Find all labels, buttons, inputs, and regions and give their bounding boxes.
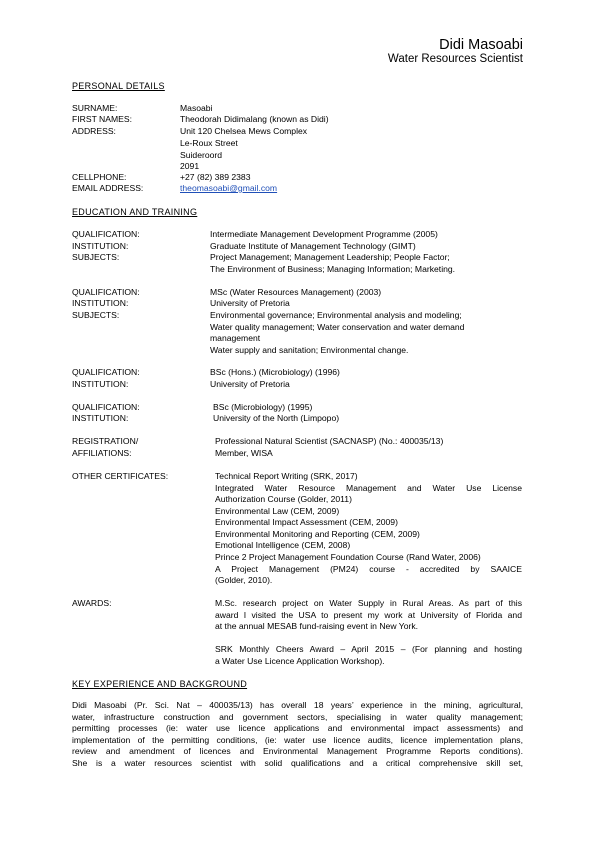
section-education: EDUCATION AND TRAINING (72, 207, 198, 217)
certificate-item: Prince 2 Project Management Foundation Course (Rand Water, 2006) (215, 552, 481, 562)
subjects-label: SUBJECTS: (72, 252, 120, 262)
certificate-item: (Golder, 2010). (215, 575, 273, 585)
subjects-line: Water supply and sanitation; Environmental change. (210, 345, 409, 355)
subjects-line: management (210, 333, 261, 343)
address-line: Suideroord (180, 150, 223, 160)
subjects-line: The Environment of Business; Managing Information; Marketing. (210, 264, 456, 274)
qualification-label: QUALIFICATION: (72, 229, 140, 239)
email-link[interactable]: theomasoabi@gmail.com (180, 183, 278, 193)
first-names-label: FIRST NAMES: (72, 114, 133, 124)
paragraph-line: She is a water resources scientist with solid qualifications and a critical comprehensive skill set, (72, 757, 523, 768)
subjects-line: Water quality management; Water conservation and water demand (210, 322, 465, 332)
paragraph-line: review and amendment of licences and Environmental Management Programme Reports conditions). (72, 746, 523, 757)
section-personal-details: PERSONAL DETAILS (72, 81, 165, 91)
award-line: a Water Use Licence Application Workshop). (215, 656, 385, 666)
certificate-item: Environmental Impact Assessment (CEM, 2009) (215, 517, 398, 527)
address-line: Unit 120 Chelsea Mews Complex (180, 126, 308, 136)
first-names-value: Theodorah Didimalang (known as Didi) (180, 114, 329, 124)
institution-label: INSTITUTION: (72, 413, 129, 423)
section-key-experience: KEY EXPERIENCE AND BACKGROUND (72, 679, 248, 689)
institution-value: Graduate Institute of Management Technology (GIMT) (210, 241, 416, 251)
certificate-item: Environmental Monitoring and Reporting (CEM, 2009) (215, 529, 420, 539)
qualification-value: BSc (Microbiology) (1995) (213, 402, 313, 412)
paragraph-line: Didi Masoabi (Pr. Sci. Nat – 400035/13) has overall 18 years’ experience in the mining, agricultural, (72, 700, 523, 710)
surname-label: SURNAME: (72, 103, 118, 113)
paragraph-line: implementation of the permitting conditions, (ie: water use licence audits, licence implementation plans, (72, 734, 523, 745)
subjects-line: Environmental governance; Environmental analysis and modeling; (210, 310, 462, 320)
registration-value: Professional Natural Scientist (SACNASP) (No.: 400035/13) (215, 436, 444, 446)
qualification-value: Intermediate Management Development Programme (2005) (210, 229, 438, 239)
award-line: SRK Monthly Cheers Award – April 2015 – (For planning and hosting (215, 644, 522, 654)
certificate-item: Environmental Law (CEM, 2009) (215, 506, 340, 516)
award-line: at the annual MESAB fund-raising event in New York. (215, 621, 419, 631)
certificate-item: Technical Report Writing (SRK, 2017) (215, 471, 358, 481)
surname-value: Masoabi (180, 103, 213, 113)
experience-paragraph (72, 700, 523, 770)
other-certificates-label: OTHER CERTIFICATES: (72, 471, 169, 481)
institution-value: University of Pretoria (210, 379, 290, 389)
subjects-label: SUBJECTS: (72, 310, 120, 320)
qualification-value: BSc (Hons.) (Microbiology) (1996) (210, 367, 340, 377)
certificate-item: Integrated Water Resource Management and Water Use License (215, 483, 522, 493)
certificate-item: A Project Management (PM24) course - accredited by SAAICE (215, 564, 522, 574)
certificate-item: Authorization Course (Golder, 2011) (215, 494, 352, 504)
candidate-name: Didi Masoabi (439, 37, 523, 53)
address-line: Le-Roux Street (180, 138, 238, 148)
award-line: M.Sc. research project on Water Supply in Rural Areas. As part of this (215, 598, 522, 608)
registration-label: REGISTRATION/ (72, 436, 139, 446)
email-label: EMAIL ADDRESS: (72, 183, 144, 193)
paragraph-line: permitting processes (ie: water use licence applications and environmental impact assessments) and (72, 723, 523, 734)
paragraph-line: water, infrastructure construction and government sectors, specialising in water quality management; (72, 711, 523, 722)
affiliations-value: Member, WISA (215, 448, 273, 458)
awards-label: AWARDS: (72, 598, 112, 608)
subjects-line: Project Management; Management Leadership; People Factor; (210, 252, 450, 262)
candidate-role: Water Resources Scientist (387, 53, 523, 65)
qualification-label: QUALIFICATION: (72, 287, 140, 297)
qualification-label: QUALIFICATION: (72, 402, 140, 412)
institution-label: INSTITUTION: (72, 379, 129, 389)
qualification-value: MSc (Water Resources Management) (2003) (210, 287, 382, 297)
certificate-item: Emotional Intelligence (CEM, 2008) (215, 540, 351, 550)
qualification-label: QUALIFICATION: (72, 367, 140, 377)
address-label: ADDRESS: (72, 126, 116, 136)
cellphone-label: CELLPHONE: (72, 172, 127, 182)
address-line: 2091 (180, 161, 200, 171)
institution-value: University of Pretoria (210, 298, 290, 308)
institution-label: INSTITUTION: (72, 298, 129, 308)
cellphone-value: +27 (82) 389 2383 (180, 172, 251, 182)
institution-label: INSTITUTION: (72, 241, 129, 251)
affiliations-label: AFFILIATIONS: (72, 448, 132, 458)
institution-value: University of the North (Limpopo) (213, 413, 340, 423)
award-line: award I visited the USA to present my work at University of Florida and (215, 610, 522, 620)
